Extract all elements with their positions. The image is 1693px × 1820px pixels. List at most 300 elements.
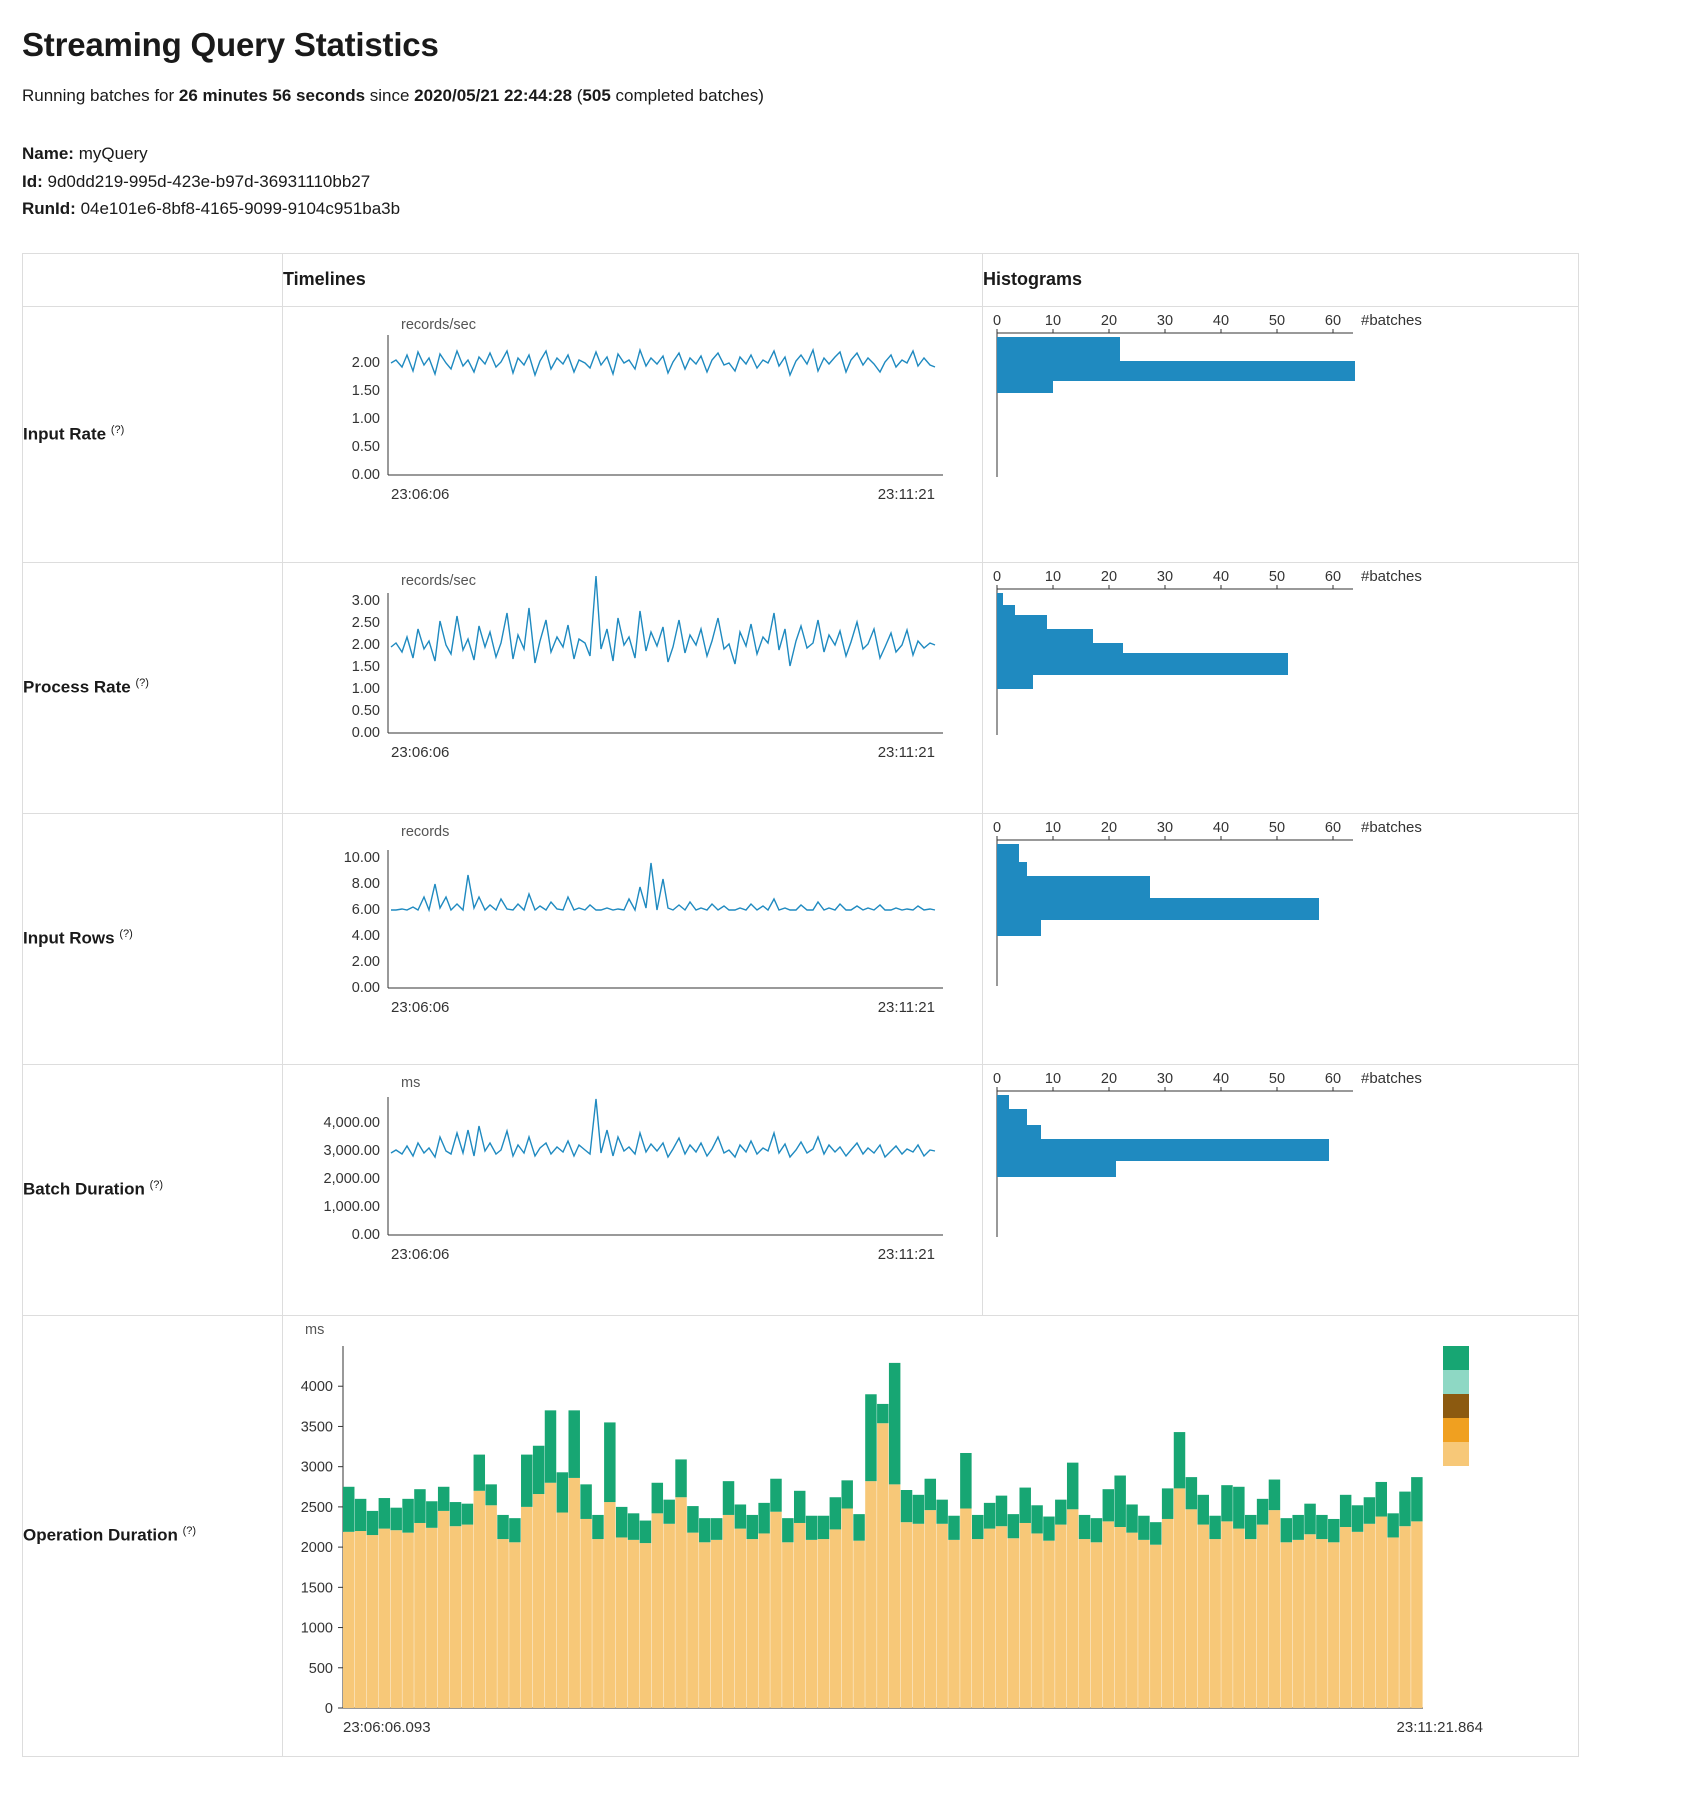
opdur-bar-addbatch bbox=[1221, 1521, 1232, 1708]
opdur-bar-walcommit bbox=[1138, 1515, 1149, 1539]
opdur-bar-walcommit bbox=[877, 1404, 888, 1423]
ytick: 1,000.00 bbox=[323, 1198, 380, 1215]
hist-bar bbox=[997, 605, 1015, 615]
hist-bar bbox=[997, 675, 1033, 689]
opdur-bar-walcommit bbox=[628, 1513, 639, 1540]
help-icon[interactable]: (?) bbox=[110, 423, 125, 436]
opdur-bar-addbatch bbox=[1067, 1509, 1078, 1708]
opdur-bar-walcommit bbox=[390, 1507, 401, 1530]
batch-duration-timeline-chart[interactable] bbox=[283, 1065, 983, 1315]
opdur-bar-walcommit bbox=[402, 1498, 413, 1532]
hist-xtick: 0 bbox=[992, 819, 1002, 836]
summary-batch-count: 505 bbox=[582, 86, 611, 105]
input-rows-timeline-chart[interactable] bbox=[283, 814, 983, 1064]
opdur-bar-addbatch bbox=[936, 1523, 947, 1707]
histogram-cell-input-rate[interactable] bbox=[983, 306, 1579, 562]
ytick: 4,000.00 bbox=[323, 1114, 380, 1131]
opdur-bar-walcommit bbox=[1031, 1505, 1042, 1533]
opdur-bar-walcommit bbox=[758, 1502, 769, 1533]
ytick: 2.50 bbox=[351, 614, 380, 631]
opdur-bar-addbatch bbox=[984, 1528, 995, 1707]
xaxis-start-label: 23:06:06 bbox=[391, 1245, 450, 1263]
ytick: 2,000.00 bbox=[323, 1170, 380, 1187]
opdur-bar-addbatch bbox=[1174, 1488, 1185, 1708]
hist-bar bbox=[997, 920, 1041, 936]
ytick: 6.00 bbox=[351, 901, 380, 918]
opdur-bar-walcommit bbox=[462, 1503, 473, 1524]
opdur-bar-walcommit bbox=[426, 1501, 437, 1528]
opdur-bar-addbatch bbox=[1364, 1523, 1375, 1707]
hist-xtick: 40 bbox=[1212, 1070, 1230, 1087]
opdur-bar-addbatch bbox=[1138, 1539, 1149, 1707]
query-name-value: myQuery bbox=[78, 144, 148, 163]
ytick: 2.00 bbox=[351, 354, 380, 371]
opdur-bar-walcommit bbox=[568, 1410, 579, 1478]
ytick: 0.00 bbox=[351, 979, 380, 996]
hist-xtick: 20 bbox=[1100, 819, 1118, 836]
opdur-bar-addbatch bbox=[1376, 1516, 1387, 1707]
opdur-bar-addbatch bbox=[343, 1531, 354, 1707]
opdur-bar-addbatch bbox=[699, 1542, 710, 1708]
query-runid-label: RunId: bbox=[22, 199, 76, 219]
legend-swatch[interactable] bbox=[1443, 1394, 1469, 1418]
help-icon[interactable]: (?) bbox=[135, 677, 149, 690]
opdur-bar-addbatch bbox=[1114, 1527, 1125, 1708]
opdur-bar-addbatch bbox=[557, 1512, 568, 1707]
opdur-bar-addbatch bbox=[782, 1542, 793, 1708]
opdur-bar-walcommit bbox=[1126, 1504, 1137, 1532]
opdur-bar-addbatch bbox=[913, 1523, 924, 1707]
ytick: 1.50 bbox=[351, 658, 380, 675]
opdur-bar-walcommit bbox=[450, 1502, 461, 1526]
opdur-bar-walcommit bbox=[604, 1422, 615, 1502]
hist-bar bbox=[997, 629, 1093, 643]
hist-bar bbox=[997, 1139, 1329, 1161]
hist-bar bbox=[997, 1125, 1041, 1139]
hist-xtick: 10 bbox=[1044, 568, 1062, 585]
hist-bar bbox=[997, 653, 1288, 675]
input-rate-timeline-chart[interactable] bbox=[283, 307, 983, 562]
opdur-bar-addbatch bbox=[853, 1540, 864, 1707]
hist-xtick: 10 bbox=[1044, 1070, 1062, 1087]
opdur-bar-walcommit bbox=[747, 1515, 758, 1539]
batch-duration-y-unit: ms bbox=[401, 1074, 421, 1091]
opdur-bar-addbatch bbox=[818, 1539, 829, 1708]
row-label-input-rate bbox=[23, 306, 283, 562]
opdur-bar-walcommit bbox=[853, 1514, 864, 1541]
table-row bbox=[23, 1064, 1579, 1315]
operation-duration-legend bbox=[1443, 1346, 1469, 1466]
opdur-bar-walcommit bbox=[652, 1482, 663, 1513]
opdur-bar-walcommit bbox=[1008, 1514, 1019, 1538]
opdur-bar-walcommit bbox=[913, 1494, 924, 1523]
xaxis-end-label: 23:11:21 bbox=[877, 485, 935, 503]
xaxis-end-label: 23:11:21 bbox=[877, 998, 935, 1016]
opdur-bar-addbatch bbox=[628, 1539, 639, 1707]
hist-xtick: 60 bbox=[1324, 819, 1342, 836]
opdur-bar-addbatch bbox=[1340, 1527, 1351, 1708]
opdur-bar-walcommit bbox=[735, 1504, 746, 1528]
xaxis-start-label: 23:06:06.093 bbox=[343, 1718, 431, 1736]
opdur-bar-walcommit bbox=[984, 1502, 995, 1528]
hist-bar bbox=[997, 337, 1120, 361]
ytick: 1.00 bbox=[351, 680, 380, 697]
xaxis-end-label: 23:11:21.864 bbox=[1396, 1718, 1483, 1736]
opdur-bar-addbatch bbox=[1079, 1539, 1090, 1708]
row-label-text: Process Rate bbox=[23, 677, 131, 697]
hist-xtick: 30 bbox=[1156, 1070, 1174, 1087]
ytick: 10.00 bbox=[343, 849, 380, 866]
opdur-bar-addbatch bbox=[1257, 1524, 1268, 1707]
help-icon[interactable]: (?) bbox=[182, 1525, 197, 1538]
opdur-bar-addbatch bbox=[830, 1529, 841, 1708]
opdur-bar-walcommit bbox=[438, 1486, 449, 1510]
xaxis-start-label: 23:06:06 bbox=[391, 485, 450, 503]
opdur-bar-addbatch bbox=[901, 1522, 912, 1708]
hist-xtick: 30 bbox=[1156, 312, 1174, 329]
opdur-bar-addbatch bbox=[806, 1539, 817, 1707]
opdur-bar-addbatch bbox=[390, 1530, 401, 1708]
opdur-bar-walcommit bbox=[841, 1480, 852, 1508]
opdur-bar-walcommit bbox=[818, 1515, 829, 1538]
opdur-bar-addbatch bbox=[1043, 1540, 1054, 1707]
opdur-bar-walcommit bbox=[592, 1515, 603, 1539]
ytick: 1500 bbox=[300, 1579, 333, 1596]
opdur-bar-addbatch bbox=[1091, 1542, 1102, 1708]
table-row bbox=[23, 813, 1579, 1064]
hist-bar bbox=[997, 862, 1027, 876]
opdur-bar-addbatch bbox=[545, 1482, 556, 1707]
operation-duration-cell[interactable] bbox=[283, 1315, 1579, 1756]
opdur-bar-walcommit bbox=[580, 1484, 591, 1519]
hist-bar bbox=[997, 381, 1053, 393]
opdur-bar-walcommit bbox=[936, 1499, 947, 1523]
opdur-bar-addbatch bbox=[1245, 1539, 1256, 1708]
batch-duration-histogram-chart[interactable] bbox=[983, 1065, 1579, 1315]
timeline-cell-process-rate[interactable] bbox=[283, 562, 983, 813]
hist-bar bbox=[997, 844, 1019, 862]
opdur-bar-walcommit bbox=[663, 1499, 674, 1523]
histogram-cell-batch-duration[interactable] bbox=[983, 1064, 1579, 1315]
hist-xtick: 30 bbox=[1156, 819, 1174, 836]
opdur-bar-walcommit bbox=[901, 1490, 912, 1522]
opdur-bar-walcommit bbox=[1055, 1499, 1066, 1524]
opdur-bar-walcommit bbox=[1067, 1462, 1078, 1509]
row-label-operation-duration bbox=[23, 1315, 283, 1756]
opdur-bar-walcommit bbox=[723, 1481, 734, 1515]
hist-xtick: 50 bbox=[1268, 568, 1286, 585]
opdur-bar-addbatch bbox=[1328, 1542, 1339, 1708]
opdur-bar-walcommit bbox=[889, 1362, 900, 1483]
opdur-bar-addbatch bbox=[711, 1539, 722, 1707]
opdur-bar-walcommit bbox=[343, 1486, 354, 1531]
hist-bar bbox=[997, 593, 1003, 605]
summary-open-paren: ( bbox=[572, 86, 583, 105]
timeline-cell-input-rate[interactable] bbox=[283, 306, 983, 562]
hist-xtick: 40 bbox=[1212, 819, 1230, 836]
opdur-bar-walcommit bbox=[782, 1518, 793, 1542]
opdur-bar-walcommit bbox=[414, 1489, 425, 1523]
opdur-bar-addbatch bbox=[877, 1423, 888, 1708]
hist-xtick: 20 bbox=[1100, 1070, 1118, 1087]
opdur-bar-addbatch bbox=[1316, 1539, 1327, 1708]
opdur-bar-walcommit bbox=[509, 1518, 520, 1542]
opdur-bar-addbatch bbox=[675, 1497, 686, 1708]
ytick: 2500 bbox=[300, 1499, 333, 1516]
hist-axis-title: #batches bbox=[1361, 311, 1422, 329]
hist-xtick: 0 bbox=[992, 312, 1002, 329]
timeline-cell-input-rows[interactable] bbox=[283, 813, 983, 1064]
operation-duration-y-unit: ms bbox=[305, 1321, 325, 1338]
input-rows-y-unit: records bbox=[401, 823, 450, 840]
table-row bbox=[23, 1315, 1579, 1756]
opdur-bar-addbatch bbox=[568, 1478, 579, 1708]
hist-axis-title: #batches bbox=[1361, 1069, 1422, 1087]
opdur-bar-addbatch bbox=[1031, 1533, 1042, 1708]
hist-xtick: 40 bbox=[1212, 312, 1230, 329]
opdur-bar-walcommit bbox=[1245, 1515, 1256, 1539]
hist-xtick: 60 bbox=[1324, 1070, 1342, 1087]
page-title: Streaming Query Statistics bbox=[22, 26, 439, 63]
process-rate-timeline-chart[interactable] bbox=[283, 563, 983, 813]
opdur-bar-walcommit bbox=[1162, 1488, 1173, 1519]
opdur-bar-addbatch bbox=[1162, 1519, 1173, 1708]
row-label-process-rate bbox=[23, 562, 283, 813]
opdur-bar-addbatch bbox=[1019, 1523, 1030, 1708]
opdur-bar-walcommit bbox=[1364, 1497, 1375, 1524]
opdur-bar-addbatch bbox=[474, 1490, 485, 1707]
opdur-bar-walcommit bbox=[474, 1454, 485, 1490]
opdur-bar-walcommit bbox=[355, 1498, 366, 1530]
opdur-bar-walcommit bbox=[1292, 1515, 1303, 1540]
opdur-bar-addbatch bbox=[592, 1539, 603, 1708]
table-row bbox=[23, 562, 1579, 813]
header-histograms: Histograms bbox=[983, 253, 1579, 306]
opdur-bar-addbatch bbox=[841, 1508, 852, 1708]
row-label-text: Input Rate bbox=[23, 424, 107, 444]
opdur-bar-walcommit bbox=[1376, 1482, 1387, 1517]
legend-swatch[interactable] bbox=[1443, 1442, 1469, 1466]
opdur-bar-walcommit bbox=[770, 1478, 781, 1511]
ytick: 2.00 bbox=[351, 953, 380, 970]
opdur-bar-walcommit bbox=[948, 1515, 959, 1539]
help-icon[interactable]: (?) bbox=[149, 1179, 164, 1192]
opdur-bar-walcommit bbox=[1150, 1522, 1161, 1545]
opdur-bar-walcommit bbox=[545, 1410, 556, 1482]
query-id-label: Id: bbox=[22, 171, 43, 191]
xaxis-start-label: 23:06:06 bbox=[391, 998, 450, 1016]
opdur-bar-walcommit bbox=[521, 1454, 532, 1506]
opdur-bar-addbatch bbox=[1150, 1544, 1161, 1707]
opdur-bar-addbatch bbox=[996, 1526, 1007, 1708]
summary-since-time: 2020/05/21 22:44:28 bbox=[414, 86, 573, 105]
hist-bar bbox=[997, 876, 1150, 898]
hist-axis-title: #batches bbox=[1361, 818, 1422, 836]
opdur-bar-addbatch bbox=[1233, 1528, 1244, 1707]
statistics-table bbox=[22, 253, 1579, 1757]
hist-bar bbox=[997, 643, 1123, 653]
ytick: 0 bbox=[324, 1700, 333, 1717]
row-label-batch-duration bbox=[23, 1064, 283, 1315]
opdur-bar-addbatch bbox=[735, 1528, 746, 1707]
input-rate-y-unit: records/sec bbox=[401, 316, 476, 333]
ytick: 0.50 bbox=[351, 438, 380, 455]
opdur-bar-walcommit bbox=[497, 1515, 508, 1539]
query-id-value: 9d0dd219-995d-423e-b97d-36931110bb27 bbox=[47, 171, 371, 191]
opdur-bar-walcommit bbox=[996, 1495, 1007, 1526]
opdur-bar-walcommit bbox=[367, 1511, 378, 1535]
hist-xtick: 10 bbox=[1044, 312, 1062, 329]
opdur-bar-addbatch bbox=[889, 1484, 900, 1708]
opdur-bar-walcommit bbox=[794, 1490, 805, 1522]
help-icon[interactable]: (?) bbox=[119, 928, 133, 941]
opdur-bar-addbatch bbox=[1008, 1538, 1019, 1708]
opdur-bar-addbatch bbox=[948, 1539, 959, 1707]
hist-xtick: 0 bbox=[992, 568, 1002, 585]
opdur-bar-walcommit bbox=[1387, 1513, 1398, 1537]
opdur-bar-walcommit bbox=[972, 1515, 983, 1539]
input-rows-histogram-chart[interactable] bbox=[983, 814, 1579, 1064]
opdur-bar-addbatch bbox=[1399, 1526, 1410, 1708]
opdur-bar-addbatch bbox=[960, 1508, 971, 1708]
ytick: 2000 bbox=[300, 1539, 333, 1556]
hist-xtick: 20 bbox=[1100, 312, 1118, 329]
opdur-bar-addbatch bbox=[1292, 1539, 1303, 1707]
ytick: 4000 bbox=[300, 1378, 333, 1395]
hist-bar bbox=[997, 1161, 1116, 1177]
header-timelines: Timelines bbox=[283, 253, 983, 306]
input-rate-histogram-chart[interactable] bbox=[983, 307, 1579, 562]
query-name-label: Name: bbox=[22, 144, 74, 163]
row-label-input-rows bbox=[23, 813, 283, 1064]
opdur-bar-addbatch bbox=[1269, 1510, 1280, 1708]
opdur-bar-walcommit bbox=[687, 1506, 698, 1533]
opdur-bar-addbatch bbox=[640, 1543, 651, 1708]
opdur-bar-walcommit bbox=[1198, 1494, 1209, 1524]
timeline-cell-batch-duration[interactable] bbox=[283, 1064, 983, 1315]
opdur-bar-walcommit bbox=[1411, 1477, 1422, 1521]
opdur-bar-addbatch bbox=[652, 1513, 663, 1708]
opdur-bar-walcommit bbox=[1304, 1503, 1315, 1534]
opdur-bar-addbatch bbox=[972, 1539, 983, 1708]
row-label-text: Operation Duration bbox=[23, 1525, 178, 1545]
query-name-line bbox=[22, 140, 1671, 168]
opdur-bar-walcommit bbox=[1340, 1494, 1351, 1526]
opdur-bar-addbatch bbox=[438, 1511, 449, 1708]
opdur-bar-addbatch bbox=[723, 1515, 734, 1708]
hist-xtick: 50 bbox=[1268, 819, 1286, 836]
opdur-bar-addbatch bbox=[758, 1533, 769, 1708]
query-runid-line bbox=[22, 195, 1671, 223]
ytick: 1000 bbox=[300, 1620, 333, 1637]
hist-xtick: 50 bbox=[1268, 312, 1286, 329]
ytick: 4.00 bbox=[351, 927, 380, 944]
opdur-bar-walcommit bbox=[1209, 1515, 1220, 1538]
ytick: 2.00 bbox=[351, 636, 380, 653]
opdur-bar-walcommit bbox=[675, 1459, 686, 1497]
opdur-bar-addbatch bbox=[533, 1494, 544, 1708]
ytick: 1.00 bbox=[351, 410, 380, 427]
hist-bar bbox=[997, 361, 1355, 381]
opdur-bar-walcommit bbox=[1352, 1505, 1363, 1532]
ytick: 1.50 bbox=[351, 382, 380, 399]
opdur-bar-addbatch bbox=[1126, 1532, 1137, 1707]
legend-swatch[interactable] bbox=[1443, 1346, 1469, 1370]
hist-bar bbox=[997, 898, 1319, 920]
legend-swatch[interactable] bbox=[1443, 1418, 1469, 1442]
table-row bbox=[23, 306, 1579, 562]
opdur-bar-walcommit bbox=[1316, 1515, 1327, 1539]
opdur-bar-addbatch bbox=[1281, 1542, 1292, 1708]
opdur-bar-addbatch bbox=[379, 1528, 390, 1707]
opdur-bar-addbatch bbox=[1055, 1524, 1066, 1707]
summary-since-word: since bbox=[365, 86, 415, 105]
legend-swatch[interactable] bbox=[1443, 1370, 1469, 1394]
opdur-bar-walcommit bbox=[1186, 1477, 1197, 1509]
opdur-bar-addbatch bbox=[770, 1511, 781, 1707]
running-batches-summary bbox=[22, 86, 1671, 106]
ytick: 3000 bbox=[300, 1459, 333, 1476]
opdur-bar-walcommit bbox=[925, 1478, 936, 1509]
ytick: 0.50 bbox=[351, 702, 380, 719]
opdur-bar-addbatch bbox=[580, 1519, 591, 1708]
opdur-bar-addbatch bbox=[747, 1539, 758, 1708]
histogram-cell-input-rows[interactable] bbox=[983, 813, 1579, 1064]
xaxis-start-label: 23:06:06 bbox=[391, 743, 450, 761]
opdur-bar-walcommit bbox=[640, 1520, 651, 1543]
hist-bar bbox=[997, 1095, 1009, 1109]
opdur-bar-walcommit bbox=[557, 1472, 568, 1512]
opdur-bar-addbatch bbox=[414, 1523, 425, 1708]
opdur-bar-addbatch bbox=[1352, 1531, 1363, 1707]
opdur-bar-addbatch bbox=[1103, 1521, 1114, 1708]
hist-axis-title: #batches bbox=[1361, 567, 1422, 585]
opdur-bar-addbatch bbox=[687, 1532, 698, 1707]
opdur-bar-addbatch bbox=[604, 1502, 615, 1708]
query-id-line bbox=[22, 168, 1671, 196]
opdur-bar-addbatch bbox=[402, 1532, 413, 1707]
opdur-bar-walcommit bbox=[1328, 1519, 1339, 1542]
opdur-bar-addbatch bbox=[355, 1531, 366, 1708]
opdur-bar-walcommit bbox=[379, 1498, 390, 1529]
opdur-bar-addbatch bbox=[865, 1481, 876, 1708]
opdur-bar-walcommit bbox=[1103, 1489, 1114, 1521]
header-blank-cell bbox=[23, 253, 283, 306]
hist-xtick: 20 bbox=[1100, 568, 1118, 585]
ytick: 3.00 bbox=[351, 592, 380, 609]
ytick: 3,000.00 bbox=[323, 1142, 380, 1159]
xaxis-end-label: 23:11:21 bbox=[877, 743, 935, 761]
opdur-bar-walcommit bbox=[1043, 1516, 1054, 1540]
opdur-bar-walcommit bbox=[1257, 1498, 1268, 1524]
opdur-bar-addbatch bbox=[1198, 1524, 1209, 1707]
opdur-bar-walcommit bbox=[1079, 1515, 1090, 1539]
opdur-bar-walcommit bbox=[1019, 1487, 1030, 1522]
operation-duration-chart[interactable] bbox=[283, 1316, 1579, 1756]
opdur-bar-addbatch bbox=[1186, 1509, 1197, 1708]
ytick: 8.00 bbox=[351, 875, 380, 892]
opdur-bar-walcommit bbox=[865, 1394, 876, 1481]
ytick: 0.00 bbox=[351, 466, 380, 483]
opdur-bar-walcommit bbox=[1221, 1485, 1232, 1521]
row-label-text: Batch Duration bbox=[23, 1179, 145, 1199]
opdur-bar-walcommit bbox=[1399, 1491, 1410, 1526]
opdur-bar-addbatch bbox=[462, 1524, 473, 1707]
table-header-row bbox=[23, 253, 1579, 306]
query-metadata bbox=[22, 140, 1671, 223]
process-rate-histogram-chart[interactable] bbox=[983, 563, 1579, 813]
histogram-cell-process-rate[interactable] bbox=[983, 562, 1579, 813]
